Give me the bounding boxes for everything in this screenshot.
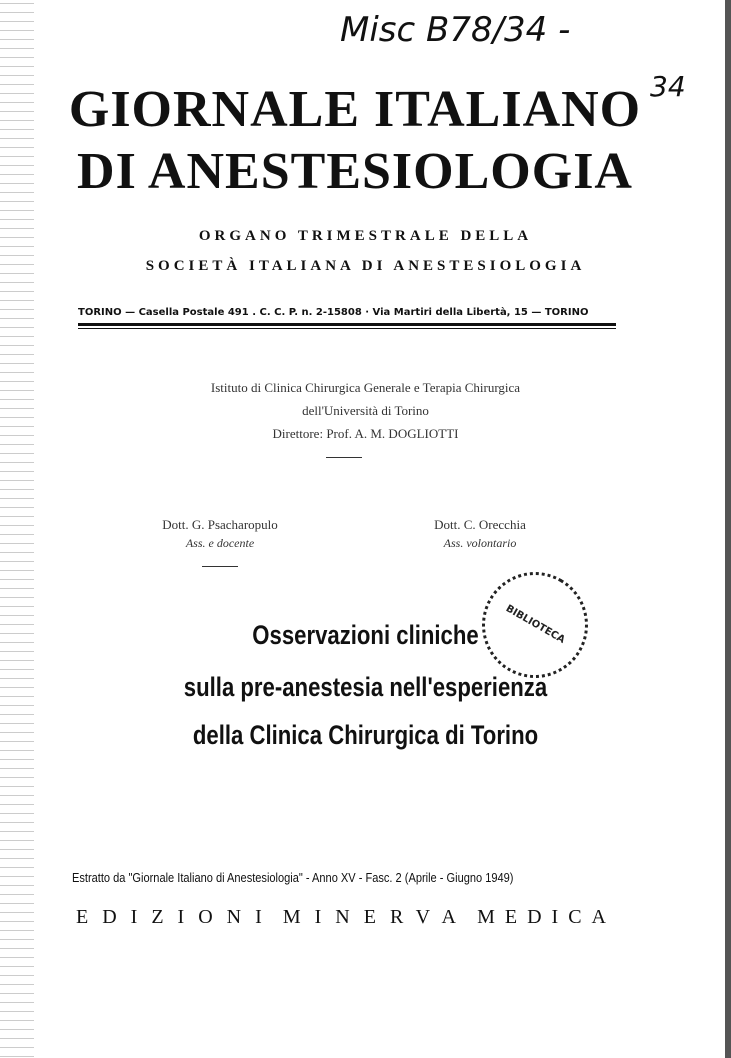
- journal-address: [78, 307, 616, 318]
- publisher-word: MEDICA: [477, 906, 616, 928]
- author-role: Ass. volontario: [443, 536, 517, 550]
- article-title-line3: della Clinica Chirurgica di Torino: [192, 720, 539, 750]
- journal-subtitle-line2: SOCIETÀ ITALIANA DI ANESTESIOLOGIA: [145, 258, 586, 274]
- author-1: [110, 517, 330, 551]
- scan-edge-right: [725, 0, 731, 1058]
- journal-subtitle-line1: ORGANO TRIMESTRALE DELLA: [198, 228, 533, 244]
- publisher-word: EDIZIONI: [76, 906, 276, 928]
- publisher: [76, 906, 616, 929]
- handwritten-number: 34: [650, 70, 686, 103]
- scan-edge: [0, 0, 34, 1058]
- author-role: Ass. e docente: [185, 536, 255, 550]
- article-title-line1: Osservazioni cliniche: [252, 620, 479, 650]
- divider: [326, 457, 362, 458]
- author-name: Dott. G. Psacharopulo: [162, 517, 278, 532]
- institute-director: Direttore: Prof. A. M. DOGLIOTTI: [272, 426, 459, 441]
- publisher-word: MINERVA: [282, 906, 470, 928]
- institute-line1: Istituto di Clinica Chirurgica Generale e Terapia Chirurgica: [210, 380, 521, 395]
- article-title-line2: sulla pre-anestesia nell'esperienza: [183, 672, 548, 702]
- journal-title-line1: GIORNALE ITALIANO: [68, 81, 642, 138]
- rule: [78, 328, 616, 329]
- divider: [202, 566, 238, 567]
- extract-note: Estratto da "Giornale Italiano di Anestesiologia" - Anno XV - Fasc. 2 (Aprile - Giugno 1949): [72, 870, 514, 885]
- address-text: TORINO — Casella Postale 491 . C. C. P. n. 2-15808 · Via Martiri della Libertà, 15 — TORINO: [78, 307, 589, 318]
- author-2: [380, 517, 580, 551]
- handwritten-shelfmark: Misc B78/34 -: [340, 10, 571, 50]
- journal-title-line2: DI ANESTESIOLOGIA: [77, 143, 633, 200]
- institute-line2: dell'Università di Torino: [302, 403, 429, 418]
- rule: [78, 323, 616, 326]
- stamp-text: BIBLIOTECA: [503, 603, 567, 646]
- author-name: Dott. C. Orecchia: [434, 517, 526, 532]
